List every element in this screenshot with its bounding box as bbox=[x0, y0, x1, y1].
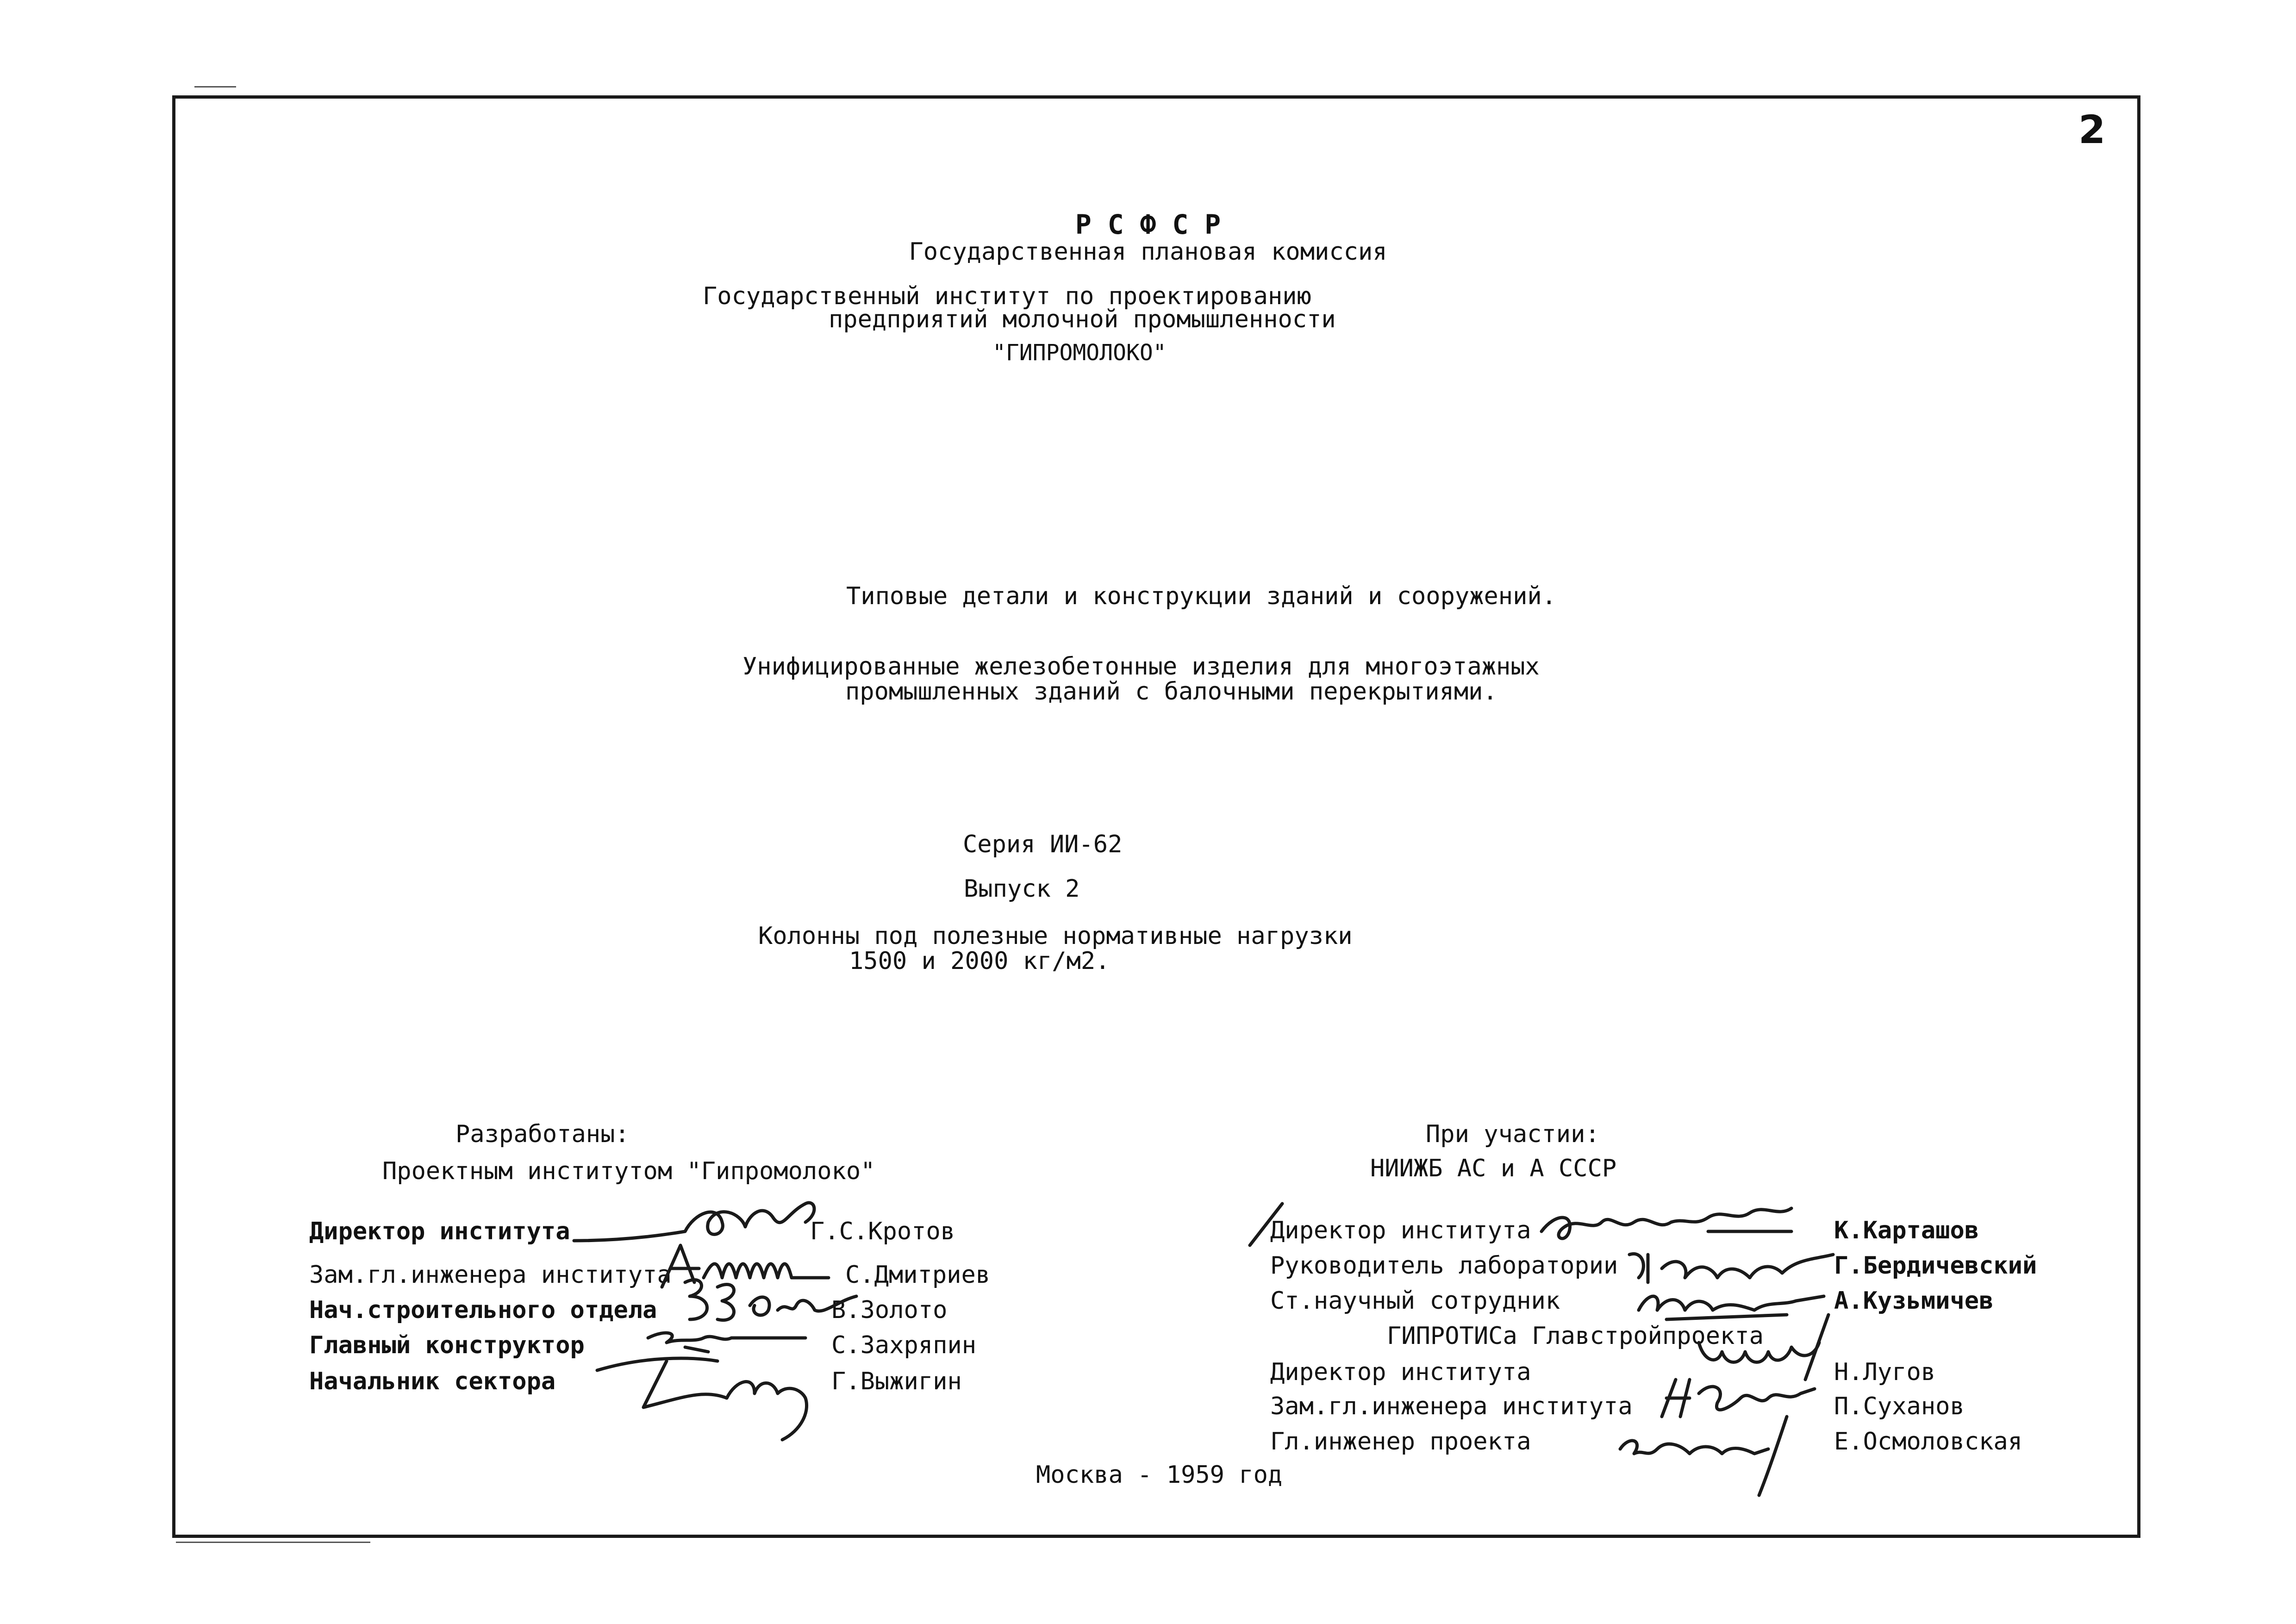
staff-name: Г.С.Кротов bbox=[810, 1218, 955, 1245]
staff-position: Начальник сектора bbox=[309, 1368, 556, 1395]
staff-position: Зам.гл.инженера института bbox=[309, 1261, 672, 1289]
page-number: 2 bbox=[2078, 107, 2106, 152]
staff-position: Ст.научный сотрудник bbox=[1270, 1287, 1560, 1315]
series-label: Серия ИИ-62 bbox=[963, 831, 1123, 858]
developed-by: Проектным институтом "Гипромолоко" bbox=[382, 1157, 875, 1185]
participation-org1: НИИЖБ АС и А СССР bbox=[1370, 1155, 1617, 1182]
staff-position: Директор института bbox=[1270, 1217, 1531, 1244]
participation-org2: ГИПРОТИСа Главстройпроекта bbox=[1387, 1322, 1764, 1350]
title-line1: Типовые детали и конструкции зданий и сооружений. bbox=[846, 582, 1557, 610]
staff-name: Е.Осмоловская bbox=[1834, 1428, 2022, 1455]
scan-artifact-line bbox=[194, 86, 236, 87]
staff-name: Г.Бердичевский bbox=[1834, 1252, 2037, 1280]
staff-name: А.Кузьмичев bbox=[1834, 1287, 1994, 1315]
subtitle-line2: промышленных зданий с балочными перекрытиями. bbox=[845, 678, 1497, 706]
subtitle-line1: Унифицированные железобетонные изделия для многоэтажных bbox=[742, 653, 1540, 681]
staff-position: Нач.строительного отдела bbox=[309, 1296, 657, 1324]
staff-position: Главный конструктор bbox=[309, 1331, 585, 1359]
staff-name: К.Карташов bbox=[1834, 1217, 1979, 1244]
participation-heading: При участии: bbox=[1426, 1120, 1600, 1148]
staff-position: Гл.инженер проекта bbox=[1270, 1428, 1531, 1455]
scan-artifact-line bbox=[176, 1542, 370, 1543]
header-country: Р С Ф С Р bbox=[1075, 209, 1221, 240]
header-institute-line1: Государственный институт по проектированию bbox=[703, 282, 1311, 310]
signature-sector-head bbox=[588, 1343, 838, 1449]
staff-position: Директор института bbox=[309, 1218, 570, 1245]
staff-name: С.Захряпин bbox=[831, 1331, 977, 1359]
signature-chief-project-engineer bbox=[1611, 1407, 1805, 1500]
header-commission: Государственная плановая комиссия bbox=[909, 238, 1387, 266]
staff-name: С.Дмитриев bbox=[845, 1261, 991, 1289]
staff-position: Директор института bbox=[1270, 1358, 1531, 1386]
issue-label: Выпуск 2 bbox=[964, 875, 1080, 903]
developed-heading: Разработаны: bbox=[455, 1120, 630, 1148]
staff-position: Зам.гл.инженера института bbox=[1270, 1393, 1633, 1420]
header-institute-line2: предприятий молочной промышленности bbox=[829, 306, 1336, 333]
footer-city-year: Москва - 1959 год bbox=[1036, 1461, 1283, 1489]
staff-name: Г.Выжигин bbox=[831, 1368, 962, 1395]
staff-name: В.Золото bbox=[831, 1296, 948, 1324]
staff-name: Н.Лугов bbox=[1834, 1358, 1936, 1386]
series-description-line1: Колонны под полезные нормативные нагрузки bbox=[758, 922, 1353, 950]
series-description-line2: 1500 и 2000 кг/м2. bbox=[849, 947, 1110, 975]
header-institute-name: "ГИПРОМОЛОКО" bbox=[992, 340, 1167, 366]
staff-name: П.Суханов bbox=[1834, 1393, 1965, 1420]
staff-position: Руководитель лаборатории bbox=[1270, 1252, 1618, 1280]
